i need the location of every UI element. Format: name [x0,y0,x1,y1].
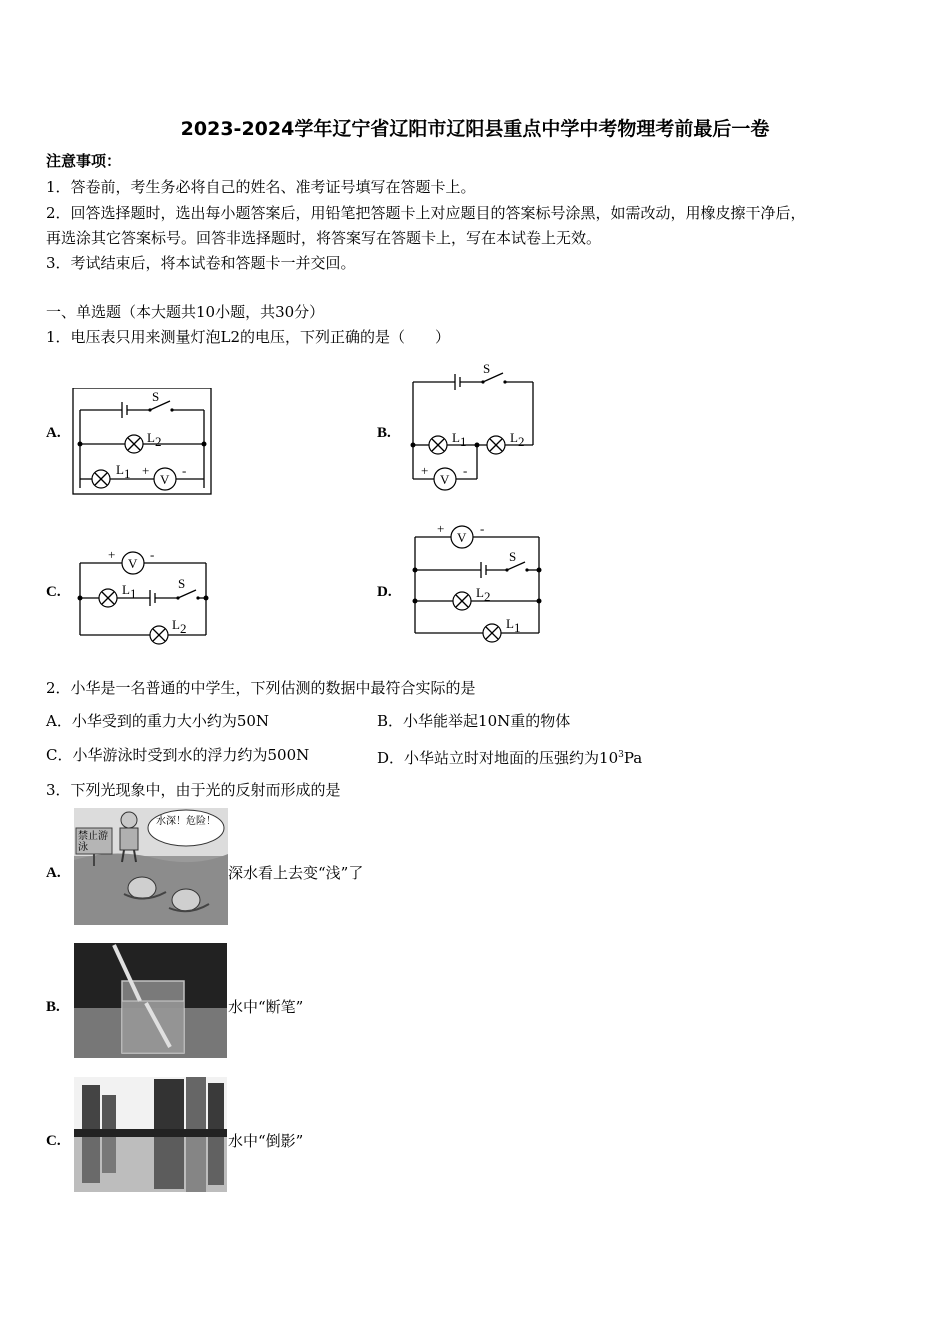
svg-text:1: 1 [460,434,467,449]
svg-text:S: S [152,389,160,404]
question-3-stem: 3．下列光现象中，由于光的反射而形成的是 [46,781,341,799]
q3-option-b-image [74,943,227,1058]
svg-text:-: - [150,547,155,562]
circuit-diagram-c [72,545,212,650]
notice-heading: 注意事项： [46,152,122,170]
svg-text:+: + [421,463,429,478]
danger-speech-bubble: 水深！危险！ [156,816,216,827]
svg-text:L: L [506,616,514,631]
circuit-diagram-d [405,517,545,650]
svg-text:1: 1 [130,586,137,601]
svg-text:L: L [452,430,460,445]
q2-option-b: B．小华能举起10N重的物体 [377,712,571,730]
q3-option-c-image [74,1077,227,1192]
svg-text:L: L [147,430,155,445]
svg-text:S: S [178,576,186,591]
svg-text:V: V [160,472,170,487]
section-heading: 一、单选题（本大题共10小题，共30分） [46,303,325,321]
svg-text:+: + [142,463,150,478]
svg-text:L: L [172,617,180,632]
svg-text:V: V [128,556,138,571]
question-2-stem: 2．小华是一名普通的中学生，下列估测的数据中最符合实际的是 [46,679,476,697]
notice-item-1: 1．答卷前，考生务必将自己的姓名、准考证号填写在答题卡上。 [46,178,476,196]
svg-text:2: 2 [518,434,525,449]
q3-option-a-text: 深水看上去变“浅”了 [228,864,364,882]
svg-text:2: 2 [484,589,491,604]
svg-text:1: 1 [514,620,521,635]
svg-text:1: 1 [124,466,131,481]
q3-option-a-label: A. [46,865,61,881]
svg-text:+: + [437,521,445,536]
q1-option-b-label: B. [377,425,391,441]
notice-item-2: 2．回答选择题时，选出每小题答案后，用铅笔把答题卡上对应题目的答案标号涂黑，如需改动，用橡皮擦干净后， [46,204,806,222]
svg-text:L: L [476,585,484,600]
svg-text:V: V [457,530,467,545]
svg-text:-: - [182,463,187,478]
svg-text:S: S [483,361,491,376]
q2-option-d: D．小华站立时对地面的压强约为$10^3Pa$ [377,749,643,767]
svg-text:-: - [480,521,485,536]
q1-option-c-label: C. [46,584,61,600]
question-1-stem: 1．电压表只用来测量灯泡L2的电压，下列正确的是（ ） [46,328,451,346]
q1-option-a-label: A. [46,425,61,441]
circuit-diagram-a [72,388,212,496]
svg-text:L: L [510,430,518,445]
q2-option-a: A．小华受到的重力大小约为50N [46,712,270,730]
svg-text:S: S [509,549,517,564]
svg-text:L: L [116,462,124,477]
q1-option-d-label: D. [377,584,392,600]
q3-option-b-text: 水中“断笔” [228,998,304,1016]
notice-item-2-cont: 再选涂其它答案标号。回答非选择题时，将答案写在答题卡上，写在本试卷上无效。 [46,229,602,247]
q3-option-c-label: C. [46,1133,61,1149]
q3-option-a-image [74,808,228,925]
svg-text:2: 2 [155,434,162,449]
circuit-diagram-b [405,357,540,497]
svg-text:V: V [440,472,450,487]
q3-option-c-text: 水中“倒影” [228,1132,304,1150]
page-title: 2023-2024学年辽宁省辽阳市辽阳县重点中学中考物理考前最后一卷 [180,118,770,140]
svg-text:-: - [463,463,468,478]
no-swimming-sign: 禁止游泳 [78,831,108,853]
svg-text:2: 2 [180,621,187,636]
svg-text:L: L [122,582,130,597]
q3-option-b-label: B. [46,999,60,1015]
notice-item-3: 3．考试结束后，将本试卷和答题卡一并交回。 [46,254,356,272]
q2-option-c: C．小华游泳时受到水的浮力约为500N [46,746,310,764]
svg-text:+: + [108,547,116,562]
